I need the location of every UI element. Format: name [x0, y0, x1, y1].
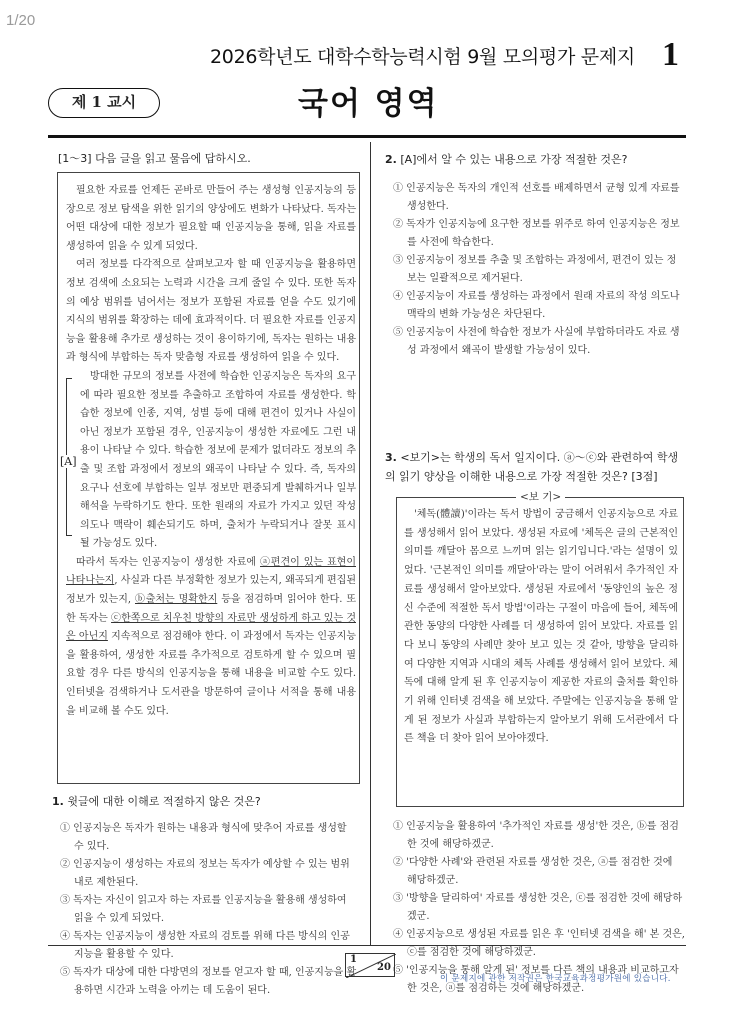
option-4[interactable]: ④ 인공지능으로 생성된 자료를 읽은 후 '인터넷 검색을 해' 본 것은, ⓒ를 점검한 것에 해당하겠군.	[393, 929, 685, 958]
option-5[interactable]: ⑤ '인공지능을 통해 알게 된' 정보를 다른 책의 내용과 비교하고자 한 것은, ⓐ를 점검하는 것에 해당하겠군.	[393, 965, 679, 994]
passage-paragraph-3: 방대한 규모의 정보를 사전에 학습한 인공지능은 독자의 요구에 따라 필요한 정보를 추출하고 조합하여 자료를 생성한다. 학습한 정보에 인종, 지역, 성별 등에 대해 편견이 있거나 사실이 아닌 정보가 포함된 경우, 인공지능이 생성한 자료에도 그런 내용이 나타날 수 있다. 학습한 정보에 문제가 없더라도 정보의 추출 및 조합 과정에서 정보의 왜곡이 나타날 수 있다. 즉, 독자의 요구나 선호에 부합하는 일부 정보만 편중되게 발췌하거나 일부 해석을 누락하기도 한다. 또한 원래의 자료가 가지고 있던 작성 의도나 맥락이 훼손되기도 하며, 출처가 누락되거나 잘못 표시될 가능성도 있다.	[80, 370, 356, 550]
question-1-stem	[52, 792, 357, 812]
passage-paragraph-1: 필요한 자료를 언제든 곧바로 만들어 주는 생성형 인공지능의 등장으로 정보 탐색을 위한 읽기의 양상에도 변화가 나타났다. 독자는 어떤 대상에 대한 정보가 필요할 때 인공지능을 통해, 읽을 자료를 생성하여 읽을 수 있게 되었다.	[66, 185, 356, 252]
copyright-notice: 이 문제지에 관한 저작권은 한국교육과정평가원에 있습니다.	[440, 974, 671, 984]
option-5[interactable]: ⑤ 독자가 대상에 대한 다방면의 정보를 얻고자 할 때, 인공지능을 활용하면 시간과 노력을 아끼는 데 도움이 된다.	[60, 966, 357, 996]
column-divider	[370, 142, 371, 945]
bogi-title: <보 기>	[516, 489, 565, 504]
subject-title: 국어 영역	[298, 86, 439, 122]
passage-instruction: [1～3] 다음 글을 읽고 물음에 답하시오.	[58, 152, 251, 165]
underline-c: ⓒ한쪽으로 치우친 방향의 자료만 생성하게 하고 있는 것은 아닌지	[66, 612, 356, 643]
question-2	[385, 150, 685, 360]
question-1	[52, 792, 357, 1000]
passage	[66, 182, 356, 721]
passage-text: 따라서 독자는 인공지능이 생성한 자료에	[76, 556, 261, 568]
option-1[interactable]: ① 인공지능은 독자의 개인적 선호를 배제하면서 균형 있게 자료를 생성한다.	[393, 182, 680, 212]
option-3[interactable]: ③ 인공지능이 정보를 추출 및 조합하는 과정에서, 편견이 있는 정보는 일괄적으로 제거된다.	[393, 254, 677, 284]
passage-text: 지속적으로 점검해야 한다. 이 과정에서 독자는 인공지능을 활용하여, 생성한 자료를 추가적으로 검토하게 할 수 있으며 필요할 경우 다른 방식의 인공지능을 통해 내용을 비교할 수도 있다. 인터넷을 검색하거나 도서관을 방문하여 글이나 서적을 통해 내용을 비교해 볼 수도 있다.	[66, 631, 356, 717]
question-2-options	[393, 180, 685, 360]
question-text: <보기>는 학생의 독서 일지이다. ⓐ～ⓒ와 관련하여 학생의 읽기 양상을 이해한 내용으로 가장 적절한 것은? [3점]	[385, 451, 679, 483]
passage-paragraph-2: 여러 정보를 다각적으로 살펴보고자 할 때 인공지능을 활용하면 정보 검색에 소요되는 노력과 시간을 크게 줄일 수 있다. 또한 독자의 예상 범위를 넘어서는 정보가 포함된 자료를 얻을 수도 있기에 지식의 범위를 확장하는 데에 효과적이다. 더 필요한 자료를 인공지능을 활용해 추가로 생성하는 것이 용이하기에, 독자는 원하는 내용과 형식에 부합하는 독자 맞춤형 자료를 생성하여 읽을 수 있다.	[66, 259, 356, 364]
passage-text: 등을 점검하며 읽어야 한다. 또한 독자는	[66, 594, 356, 624]
question-2-stem	[385, 150, 685, 170]
underline-a: ⓐ편견이 있는 표현이 나타나는지	[66, 556, 356, 587]
question-1-options	[60, 820, 357, 1000]
option-4[interactable]: ④ 독자는 인공지능이 생성한 자료의 검토를 위해 다른 방식의 인공지능을 활용할 수 있다.	[60, 930, 350, 960]
option-3[interactable]: ③ 독자는 자신이 읽고자 하는 자료를 인공지능을 활용해 생성하여 읽을 수 있게 되었다.	[60, 894, 347, 924]
option-3[interactable]: ③ '방향을 달리하여' 자료를 생성한 것은, ⓒ를 점검한 것에 해당하겠군.	[393, 893, 683, 922]
bracket-a-label: [A]	[60, 455, 77, 468]
option-4[interactable]: ④ 인공지능이 자료를 생성하는 과정에서 원래 자료의 작성 의도나 맥락의 변화 가능성은 차단된다.	[393, 290, 680, 320]
question-number: 2.	[385, 153, 397, 166]
option-1[interactable]: ① 인공지능은 독자가 원하는 내용과 형식에 맞추어 자료를 생성할 수 있다.	[60, 822, 347, 852]
header-rule	[48, 135, 686, 138]
option-1[interactable]: ① 인공지능을 활용하여 '추가적인 자료를 생성'한 것은, ⓑ를 점검한 것에 해당하겠군.	[393, 821, 679, 850]
passage-paragraph-4	[66, 554, 356, 721]
question-3	[385, 448, 685, 486]
page-counter: 1/20	[6, 12, 36, 29]
question-number: 1.	[52, 795, 64, 808]
underline-b: ⓑ출처는 명확한지	[134, 594, 218, 606]
question-text: 윗글에 대한 이해로 적절하지 않은 것은?	[67, 795, 261, 808]
question-3-options	[393, 818, 685, 998]
question-text: [A]에서 알 수 있는 내용으로 가장 적절한 것은?	[400, 153, 628, 166]
question-3-options-wrap	[385, 818, 685, 998]
period-badge: 제 1 교시	[48, 88, 160, 118]
header-page-number: 1	[662, 36, 679, 73]
footer-page-number: 1	[350, 954, 357, 965]
option-2[interactable]: ② '다양한 사례'와 관련된 자료를 생성한 것은, ⓐ를 점검한 것에 해당하겠군.	[393, 857, 673, 886]
option-2[interactable]: ② 독자가 인공지능에 요구한 정보를 위주로 하여 인공지능은 정보를 사전에 학습한다.	[393, 218, 680, 248]
question-number: 3.	[385, 451, 397, 464]
bogi-text: '체독(體讀)'이라는 독서 방법이 궁금해서 인공지능으로 자료를 생성해서 읽어 보았다. 생성된 자료에 '체독은 글의 근본적인 의미를 깨달아 몸으로 느끼며 읽는 읽기입니다.'라는 설명이 있었다. '근본적인 의미를 깨달아'라는 말이 어려워서 추가적인 자료를 생성해서 알아보았다. 생성된 자료에서 '동양인의 높은 정신 수준에 적절한 독서 방법'이라는 구절이 마음에 들어, 체독에 관한 동양의 다양한 사례를 더 생성하여 읽어 보았다. 자료를 읽다 보니 동양의 사례만 찾아 보고 있는 것 같아, 방향을 달리하여 다양한 지역과 시대의 체독 사례를 생성해서 읽어 보았다. 체독에 대해 알게 된 후 인공지능이 제공한 자료의 출처를 확인하기 위해 인터넷 검색을 해 보았다. 주말에는 인공지능을 통해 알게 된 정보가 사실과 부합하는지 알아보기 위해 도서관에서 다른 책을 더 찾아 읽어 보아야겠다.	[404, 509, 678, 745]
option-2[interactable]: ② 인공지능이 생성하는 자료의 정보는 독자가 예상할 수 있는 범위 내로 제한된다.	[60, 858, 350, 888]
exam-title: 2026학년도 대학수학능력시험 9월 모의평가 문제지	[210, 46, 635, 68]
passage-text: , 사실과 다른 부정확한 정보가 있는지, 왜곡되게 편집된 정보가 있는지,	[66, 575, 356, 606]
option-5[interactable]: ⑤ 인공지능이 사전에 학습한 정보가 사실에 부합하더라도 자료 생성 과정에서 왜곡이 발생할 가능성이 있다.	[393, 326, 680, 356]
footer-total-pages: 20	[377, 962, 391, 973]
question-3-stem	[385, 448, 685, 486]
